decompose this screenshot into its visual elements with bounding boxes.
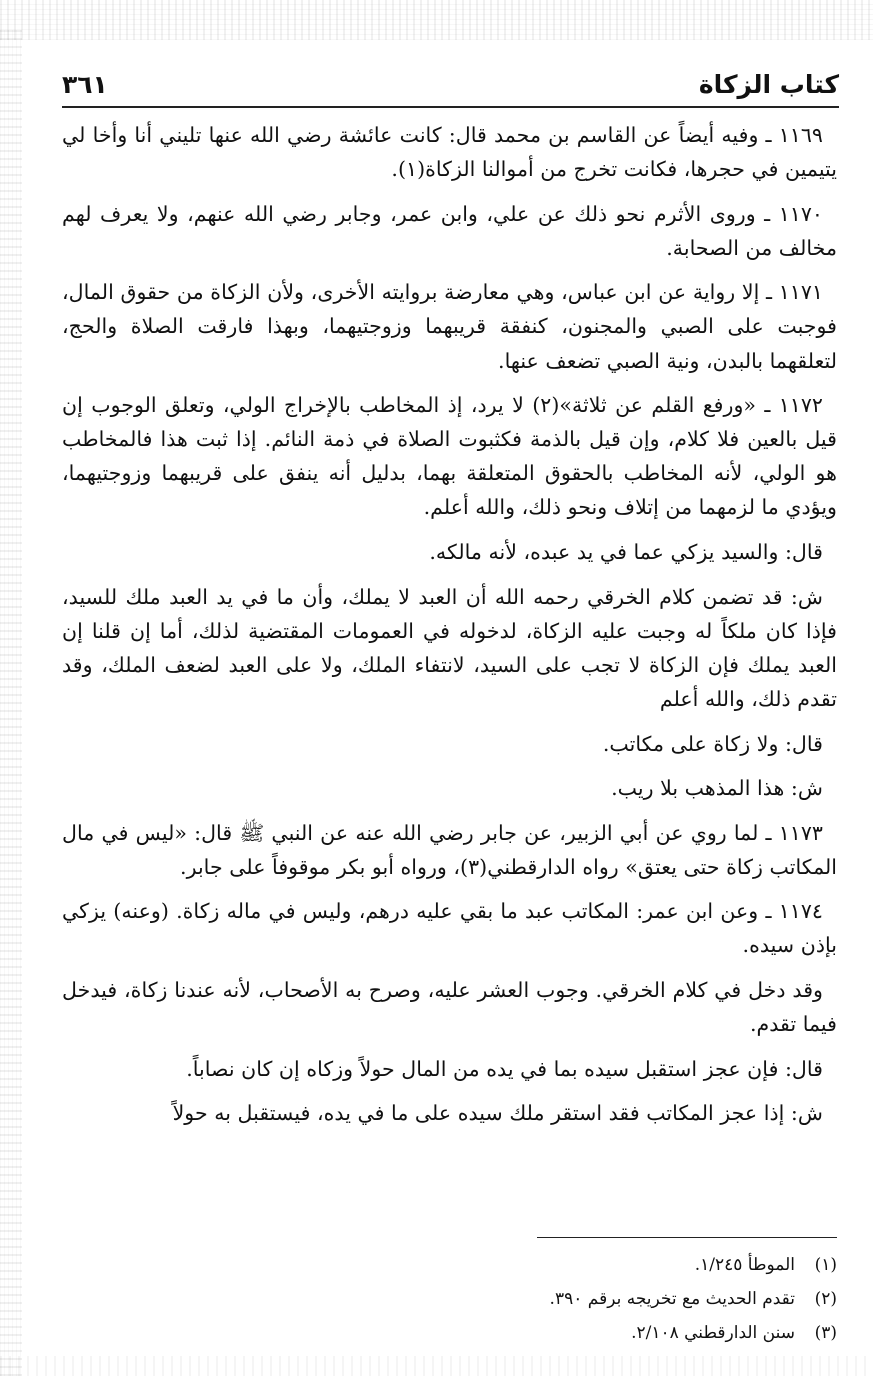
paragraph: ١١٧٣ ـ لما روي عن أبي الزبير، عن جابر رضي الله عنه عن النبي ﷺ قال: «ليس في مال المكاتب زكاة حتى يعتق» رواه الدارقطني(٣)، ورواه أبو بكر موقوفاً على جابر. <box>62 820 837 879</box>
footnote-separator <box>537 1237 837 1238</box>
paragraph: ١١٧٤ ـ وعن ابن عمر: المكاتب عبد ما بقي عليه درهم، وليس في ماله زكاة. (وعنه) يزكي بإذن سيده. <box>62 899 837 958</box>
footnote <box>300 1316 837 1350</box>
paragraph: قال: ولا زكاة على مكاتب. <box>602 731 823 756</box>
paragraph: قال: والسيد يزكي عما في يد عبده، لأنه مالكه. <box>429 540 823 565</box>
paragraph: ش: هذا المذهب بلا ريب. <box>611 776 823 801</box>
footnote-number: (٢) <box>814 1289 837 1309</box>
footnote-number: (١) <box>814 1255 837 1275</box>
paragraph: ١١٧٠ ـ وروى الأثرم نحو ذلك عن علي، وابن عمر، وجابر رضي الله عنهم، ولا يعرف لهم مخالف من الصحابة. <box>62 201 837 260</box>
page-header <box>62 62 839 108</box>
footnote <box>300 1282 837 1316</box>
paragraph: ١١٦٩ ـ وفيه أيضاً عن القاسم بن محمد قال: كانت عائشة رضي الله عنها تليني أنا وأخا لي يتيمين في حجرها، فكانت تخرج من أموالنا الزكاة(١). <box>62 123 837 182</box>
paragraph: قال: فإن عجز استقبل سيده بما في يده من المال حولاً وزكاه إن كان نصاباً. <box>186 1056 823 1081</box>
paragraph: وقد دخل في كلام الخرقي. وجوب العشر عليه، وصرح به الأصحاب، لأنه عندنا زكاة، فيدخل فيما تقدم. <box>62 978 837 1037</box>
paragraph: ١١٧٢ ـ «ورفع القلم عن ثلاثة»(٢) لا يرد، إذ المخاطب بالإخراج الولي، وتعلق الوجوب إن قيل بالعين فلا كلام، وإن قيل بالذمة فكثبوت الصلاة في ذمة النائم. إذا ثبت هذا فالمخاطب هو الولي، لأنه المخاطب بالحقوق المتعلقة بهما، بدليل أنه ينفق على قريبهما وزوجتيهما، ويؤدي ما لزمهما من إتلاف ونحو ذلك، والله أعلم. <box>62 393 837 520</box>
page-number: ٣٦١ <box>62 69 108 99</box>
footnote <box>300 1248 837 1282</box>
footnotes <box>300 1248 837 1350</box>
paragraph: ١١٧١ ـ إلا رواية عن ابن عباس، وهي معارضة بروايته الأخرى، ولأن الزكاة من حقوق المال، فوجبت على الصبي والمجنون، كنفقة قريبهما وزوجتيهما، وبهذا فارقت الصلاة والحج، لتعلقهما بالبدن، ونية الصبي تضعف عنها. <box>62 280 837 373</box>
page-body <box>62 118 837 1141</box>
running-title: كتاب الزكاة <box>698 69 839 99</box>
footnote-text: الموطأ ١/٢٤٥. <box>694 1255 795 1275</box>
footnote-number: (٣) <box>814 1323 837 1343</box>
paragraph: ش: إذا عجز المكاتب فقد استقر ملك سيده على ما في يده، فيستقبل به حولاً <box>172 1101 823 1126</box>
paragraph: ش: قد تضمن كلام الخرقي رحمه الله أن العبد لا يملك، وأن ما في يد العبد ملك للسيد، فإذا كان ملكاً له وجبت عليه الزكاة، لدخوله في العمومات المقتضية لذلك، أما إن قلنا إن العبد يملك فإن الزكاة لا تجب على السيد، لانتفاء الملك، ولا على العبد لضعف الملك، وقد تقدم ذلك، والله أعلم <box>62 584 837 711</box>
footnote-text: تقدم الحديث مع تخريجه برقم ٣٩٠. <box>549 1289 795 1309</box>
footnote-text: سنن الدارقطني ٢/١٠٨. <box>631 1323 795 1343</box>
